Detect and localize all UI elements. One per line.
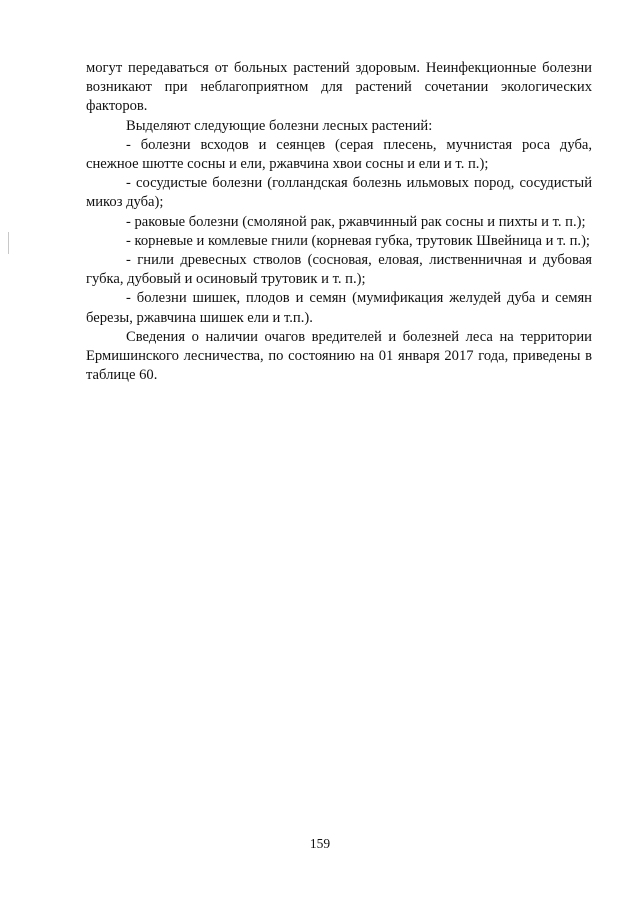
list-item-cone-seed-diseases: - болезни шишек, плодов и семян (мумификация желудей дуба и семян березы, ржавчина шишек ели и т.п.). [86,290,592,326]
list-item-root-rots: - корневые и комлевые гнили (корневая губка, трутовик Швейница и т. п.); [126,232,590,249]
list-item-vascular-diseases: - сосудистые болезни (голландская болезнь ильмовых пород, сосудистый микоз дуба); [86,175,592,211]
paragraph-table-reference: Сведения о наличии очагов вредителей и болезней леса на территории Ермишинского лесничества, по состоянию на 01 января 2017 года, приведены в таблице 60. [86,328,592,384]
list-item-stem-rots: - гнили древесных стволов (сосновая, еловая, лиственничная и дубовая губка, дубовый и осиновый трутовик и т. п.); [86,252,592,288]
page-number: 159 [309,836,331,851]
paragraph-diseases-intro: Выделяют следующие болезни лесных растений: [126,117,433,134]
page-body [86,59,592,385]
list-item-canker-diseases: - раковые болезни (смоляной рак, ржавчинный рак сосны и пихты и т. п.); [126,213,586,230]
scan-artifact [8,232,9,254]
paragraph-continuation: могут передаваться от больных растений здоровым. Неинфекционные болезни возникают при неблагоприятном для растений сочетании экологических факторов. [86,60,592,115]
list-item-seedling-diseases: - болезни всходов и сеянцев (серая плесень, мучнистая роса дуба, снежное шютте сосны и ели, ржавчина хвои сосны и ели и т. п.); [86,136,592,173]
